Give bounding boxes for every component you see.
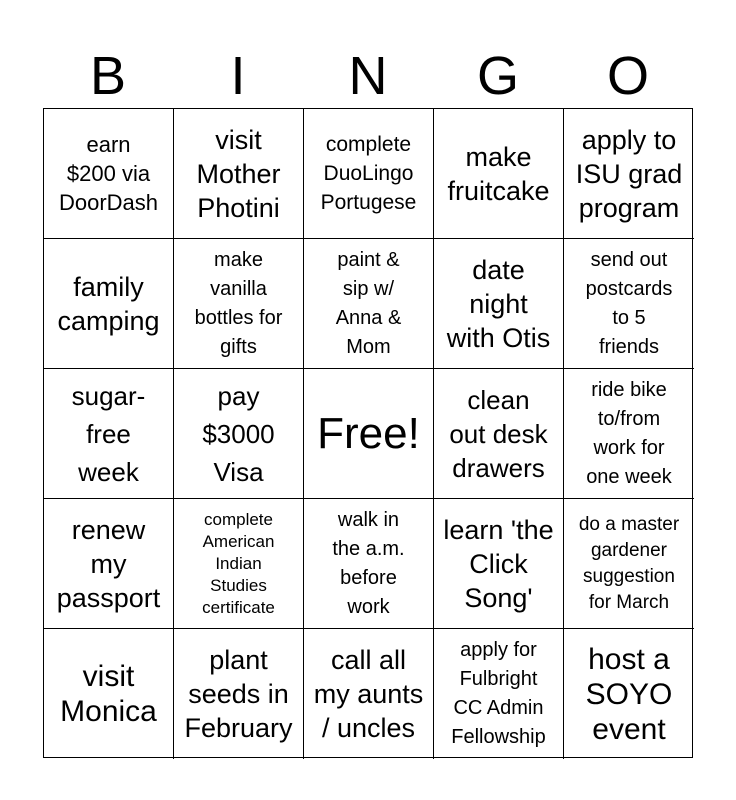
bingo-cell[interactable] [174, 499, 304, 629]
bingo-cell[interactable] [304, 629, 434, 759]
bingo-cell[interactable] [304, 499, 434, 629]
cell-label: earn $200 via DoorDash [58, 132, 159, 215]
bingo-cell[interactable] [174, 109, 304, 239]
cell-label: apply to ISU grad program [575, 124, 683, 223]
cell-label: make fruitcake [447, 141, 550, 206]
header-letter-n: N [348, 46, 388, 106]
header-letter-b: B [89, 46, 127, 106]
bingo-cell[interactable] [44, 109, 174, 239]
cell-label: host a SOYO event [585, 642, 673, 746]
bingo-cell[interactable] [44, 629, 174, 759]
bingo-cell[interactable] [434, 629, 564, 759]
cell-label: renew my passport [56, 514, 161, 613]
cell-label: date night with Otis [446, 254, 551, 353]
bingo-cell[interactable] [174, 239, 304, 369]
cell-label: sugar- free week [71, 380, 146, 487]
bingo-cell[interactable] [44, 499, 174, 629]
cell-label: complete American Indian Studies certificate [202, 509, 275, 617]
cell-label: paint & sip w/ Anna & Mom [335, 248, 402, 358]
bingo-cell[interactable] [434, 499, 564, 629]
cell-label: call all my aunts / uncles [313, 645, 424, 743]
bingo-cell[interactable] [174, 629, 304, 759]
cell-label: complete DuoLingo Portugese [320, 133, 417, 214]
header-letter-o: O [606, 46, 649, 106]
free-space-label: Free! [317, 408, 420, 458]
cell-label: pay $3000 Visa [202, 380, 275, 487]
cell-label: make vanilla bottles for gifts [194, 248, 283, 358]
bingo-cell[interactable] [434, 369, 564, 499]
cell-label: plant seeds in February [184, 645, 293, 743]
cell-label: visit Mother Photini [196, 124, 281, 223]
cell-label: do a master gardener suggestion for March [578, 513, 680, 613]
bingo-cell[interactable] [564, 109, 694, 239]
cell-label: family camping [57, 271, 160, 336]
cell-label: send out postcards to 5 friends [585, 248, 673, 358]
bingo-cell[interactable] [564, 239, 694, 369]
header-letter-g: G [476, 46, 519, 106]
bingo-cell[interactable] [304, 109, 434, 239]
cell-label: ride bike to/from work for one week [586, 378, 672, 488]
bingo-cell[interactable] [174, 369, 304, 499]
bingo-cell[interactable] [304, 239, 434, 369]
bingo-cell[interactable] [564, 629, 694, 759]
cell-label: learn 'the Click Song' [443, 514, 554, 613]
cell-label: clean out desk drawers [449, 384, 548, 483]
bingo-cell[interactable] [564, 369, 694, 499]
bingo-cell[interactable] [44, 369, 174, 499]
bingo-cell[interactable] [434, 109, 564, 239]
free-space[interactable] [304, 369, 434, 499]
bingo-board [43, 108, 693, 758]
bingo-cell[interactable] [44, 239, 174, 369]
cell-label: visit Monica [60, 660, 157, 728]
bingo-cell[interactable] [434, 239, 564, 369]
bingo-header [43, 44, 693, 108]
bingo-cell[interactable] [564, 499, 694, 629]
cell-label: apply for Fulbright CC Admin Fellowship [451, 639, 546, 748]
cell-label: walk in the a.m. before work [332, 508, 405, 618]
header-letter-i: I [230, 46, 246, 106]
